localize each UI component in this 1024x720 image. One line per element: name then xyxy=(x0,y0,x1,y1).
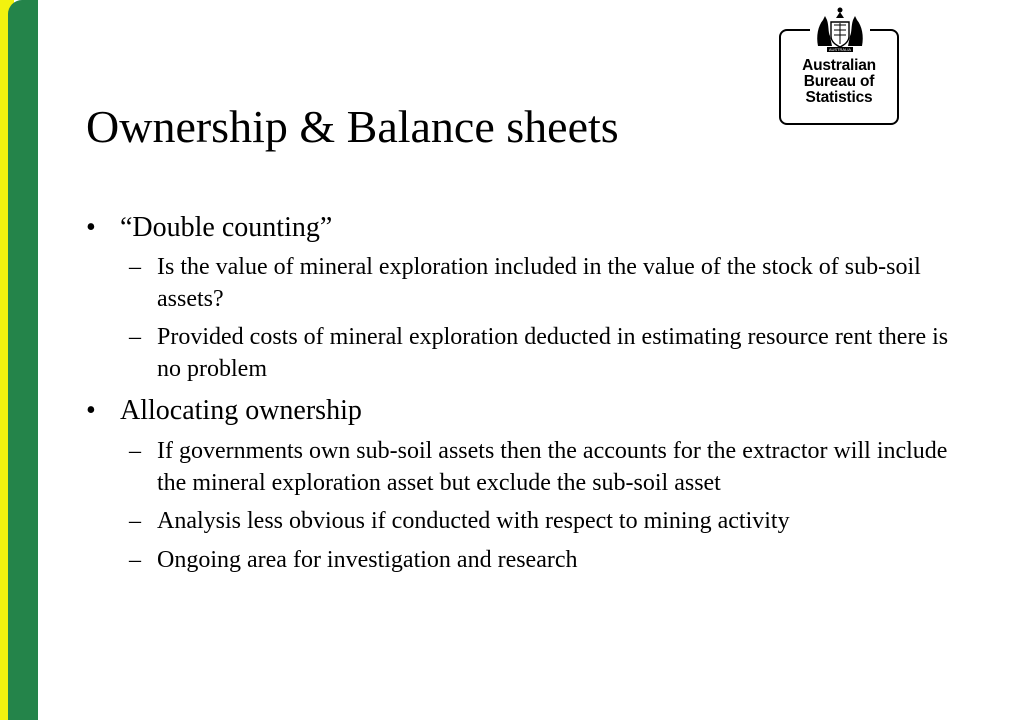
bullet-text: Allocating ownership xyxy=(120,395,362,426)
logo-line-3: Statistics xyxy=(805,89,873,106)
sub-bullets-allocating-ownership xyxy=(86,436,966,576)
dash-marker: – xyxy=(129,324,141,350)
sub-bullet-text: Analysis less obvious if conducted with respect to mining activity xyxy=(157,508,790,534)
green-side-stripe xyxy=(8,0,38,720)
bullet-dot: • xyxy=(86,395,96,426)
sub-bullet-text: If governments own sub-soil assets then the accounts for the extractor will include the mineral exploration asset but exclude the sub-soil asset xyxy=(157,438,948,496)
sub-bullet xyxy=(86,322,966,385)
sub-bullet xyxy=(86,436,966,499)
logo-text xyxy=(781,58,897,106)
crest-label: AUSTRALIA xyxy=(828,47,852,52)
logo-line-1: Australian xyxy=(802,57,876,74)
bullet-text: “Double counting” xyxy=(120,212,333,243)
sub-bullets-double-counting xyxy=(86,252,966,385)
sub-bullet-text: Is the value of mineral exploration included in the value of the stock of sub-soil assets? xyxy=(157,254,921,312)
bullet-dot: • xyxy=(86,212,96,243)
dash-marker: – xyxy=(129,546,141,573)
sub-bullet xyxy=(86,252,966,315)
logo-line-2: Bureau of xyxy=(803,73,875,90)
sub-bullet-text: Ongoing area for investigation and research xyxy=(157,546,578,573)
sub-bullet xyxy=(86,545,966,577)
coat-of-arms-icon xyxy=(810,6,870,52)
dash-marker: – xyxy=(129,254,141,280)
bullet-allocating-ownership xyxy=(86,395,966,427)
dash-marker: – xyxy=(129,508,141,534)
bullet-double-counting xyxy=(86,212,966,244)
slide-title: Ownership & Balance sheets xyxy=(86,101,619,152)
dash-marker: – xyxy=(129,438,141,464)
sub-bullet-text: Provided costs of mineral exploration deducted in estimating resource rent there is no problem xyxy=(157,324,949,382)
slide-content xyxy=(86,212,966,576)
sub-bullet xyxy=(86,506,966,538)
